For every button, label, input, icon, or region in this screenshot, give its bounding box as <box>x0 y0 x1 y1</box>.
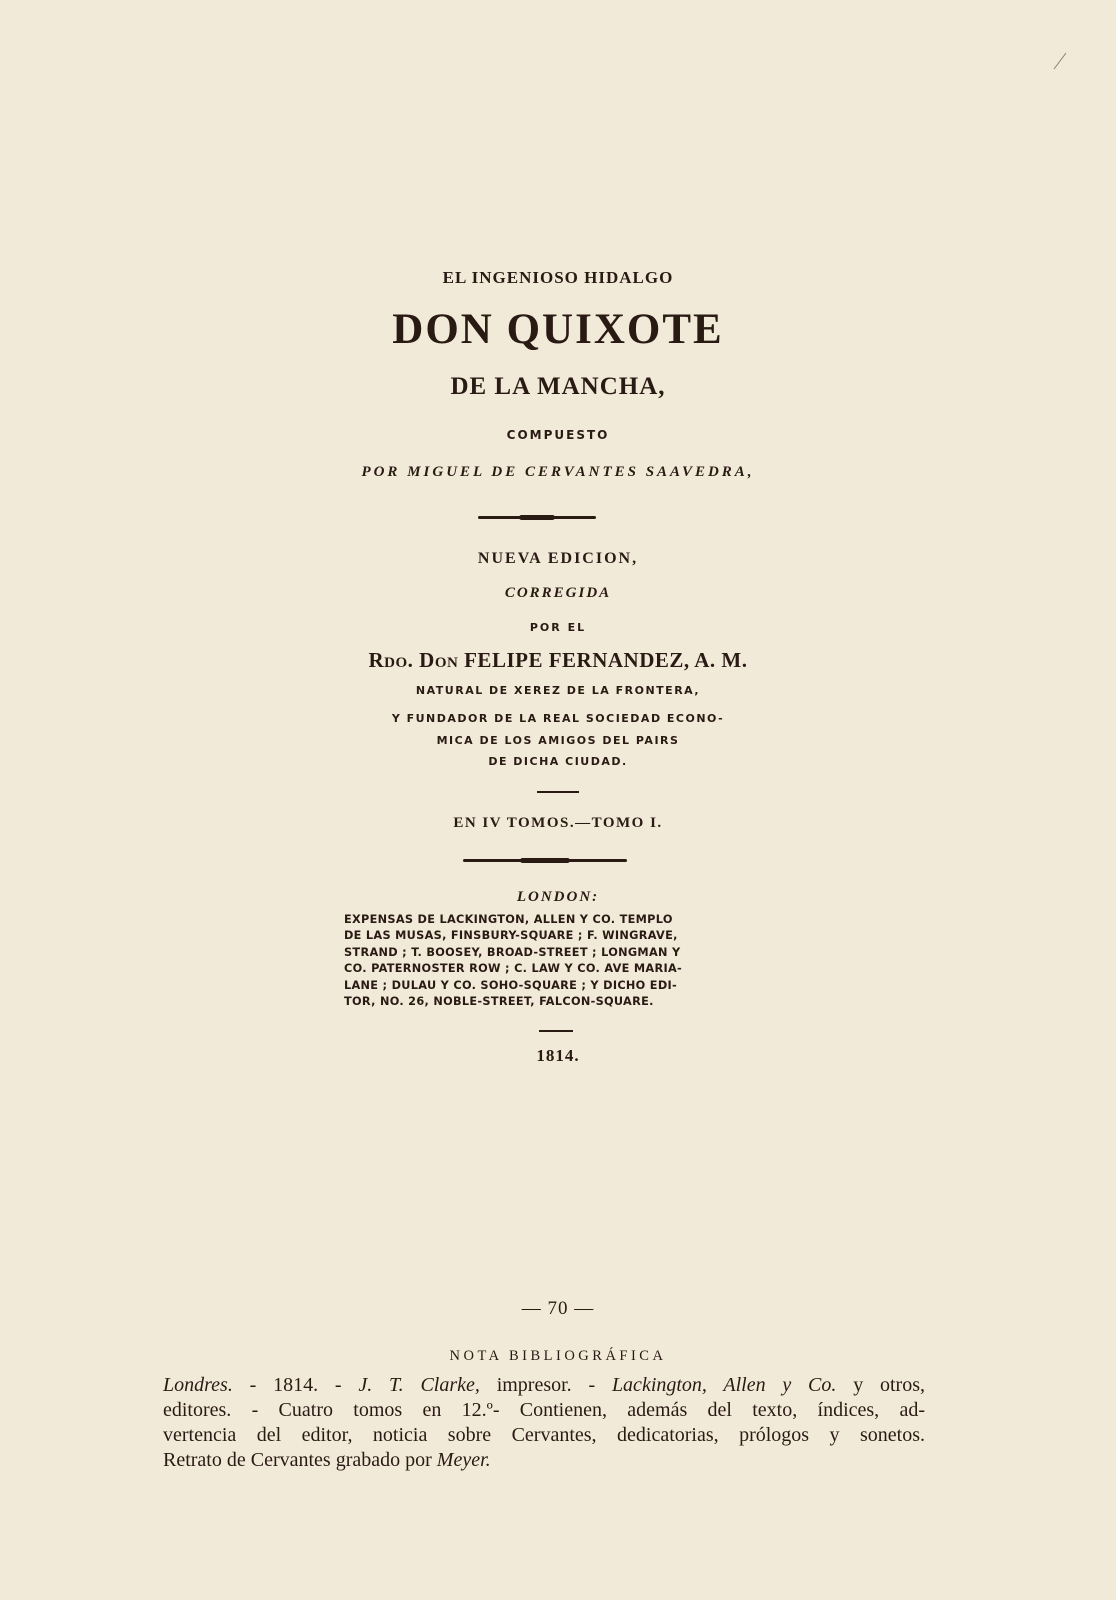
imprint-block <box>344 912 774 1010</box>
edition-line: NUEVA EDICION, <box>477 550 639 567</box>
page-number: — 70 — <box>521 1298 595 1319</box>
imprint-line: DE LAS MUSAS, FINSBURY-SQUARE ; F. WINGRAVE, <box>344 929 678 943</box>
ornament-rule <box>463 859 627 862</box>
note-line: editores. - Cuatro tomos en 12.º- Contienen, además del texto, índices, ad- <box>163 1399 925 1421</box>
author-line: POR MIGUEL DE CERVANTES SAAVEDRA, <box>361 464 755 480</box>
editor-info-line: DE DICHA CIUDAD. <box>488 755 628 768</box>
editor-info-line: NATURAL DE XEREZ DE LA FRONTERA, <box>415 684 701 697</box>
note-role: impresor. - <box>479 1374 612 1396</box>
year-line: 1814. <box>536 1046 580 1065</box>
note-line <box>163 1373 925 1398</box>
editor-prefix: Rdo. Don <box>368 648 459 672</box>
composed-label: COMPUESTO <box>506 428 610 442</box>
note-publisher: Lackington, Allen y Co. <box>611 1374 837 1396</box>
subtitle: DE LA MANCHA, <box>450 373 666 400</box>
note-printer: J. T. Clarke, <box>358 1374 480 1396</box>
editor-info-line: MICA DE LOS AMIGOS DEL PAIRS <box>436 734 680 747</box>
imprint-line: EXPENSAS DE LACKINGTON, ALLEN Y CO. TEMPLO <box>344 913 673 926</box>
note-line <box>163 1448 925 1473</box>
corrected-line: CORREGIDA <box>504 585 612 601</box>
note-rest: y otros, <box>836 1374 925 1396</box>
overtitle: EL INGENIOSO HIDALGO <box>442 268 674 287</box>
note-place: Londres. <box>163 1374 233 1396</box>
editor-line <box>0 648 1116 673</box>
note-separator: - 1814. - <box>232 1374 359 1396</box>
bibliographic-note <box>163 1373 925 1473</box>
note-text: Retrato de Cervantes grabado por <box>163 1449 437 1471</box>
volumes-line: EN IV TOMOS.—TOMO I. <box>453 815 663 831</box>
by-line: POR EL <box>529 621 587 634</box>
short-rule <box>539 1030 573 1032</box>
note-line: vertencia del editor, noticia sobre Cervantes, dedicatorias, prólogos y sonetos. <box>163 1424 925 1446</box>
main-title: DON QUIXOTE <box>392 306 724 353</box>
imprint-line: CO. PATERNOSTER ROW ; C. LAW Y CO. AVE MARIA- <box>344 962 683 976</box>
ornament-rule <box>478 516 596 519</box>
place-line: LONDON: <box>516 889 600 905</box>
note-heading: NOTA BIBLIOGRÁFICA <box>449 1348 667 1364</box>
imprint-line: TOR, NO. 26, NOBLE-STREET, FALCON-SQUARE. <box>344 995 654 1009</box>
imprint-line: STRAND ; T. BOOSEY, BROAD-STREET ; LONGMAN Y <box>344 945 681 959</box>
short-rule <box>537 791 579 793</box>
imprint-line: LANE ; DULAU Y CO. SOHO-SQUARE ; Y DICHO EDI- <box>344 978 677 992</box>
editor-name: FELIPE FERNANDEZ, A. M. <box>464 648 748 672</box>
editor-info-line: Y FUNDADOR DE LA REAL SOCIEDAD ECONO- <box>391 712 725 725</box>
note-engraver: Meyer. <box>436 1449 491 1471</box>
